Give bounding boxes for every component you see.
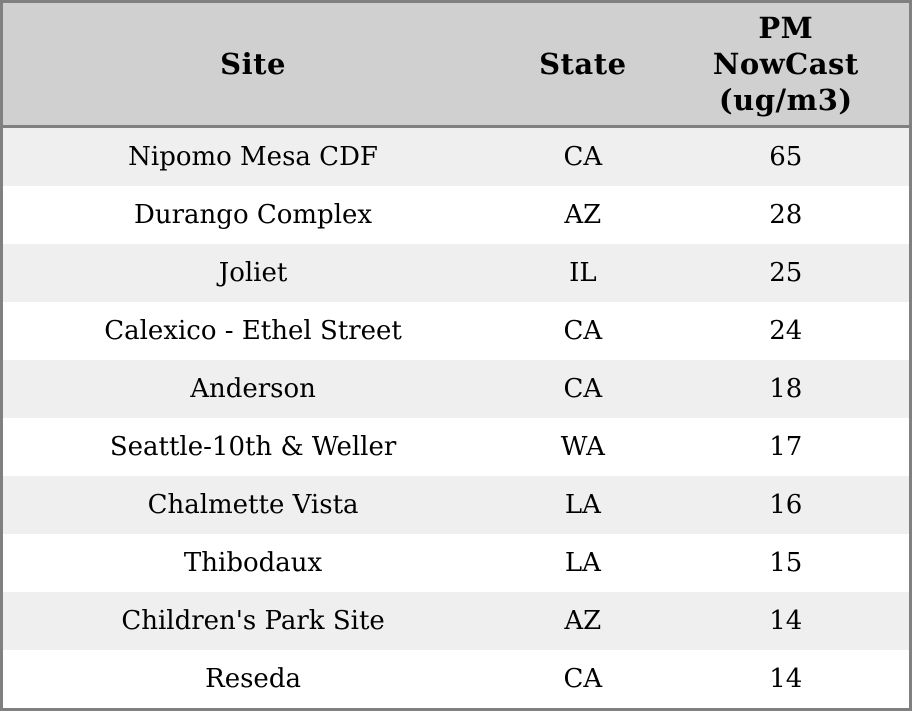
table-row (3, 244, 909, 302)
table-row (3, 186, 909, 244)
table-row (3, 476, 909, 534)
cell-state: IL (569, 257, 597, 288)
table-row (3, 418, 909, 476)
column-header-pm-line3: (ug/m3) (718, 83, 853, 117)
cell-site: Anderson (190, 373, 316, 404)
cell-pm-nowcast: 28 (769, 200, 803, 230)
column-header-state: State (503, 3, 662, 127)
cell-pm-nowcast: 24 (769, 315, 803, 346)
column-header-site: Site (3, 3, 503, 127)
table-row (3, 650, 909, 708)
cell-site: Reseda (205, 663, 301, 694)
cell-state: CA (563, 373, 603, 404)
column-header-pm-line1: PM (758, 11, 814, 45)
cell-site: Chalmette Vista (147, 489, 359, 520)
table-row (3, 302, 909, 360)
cell-pm-nowcast: 25 (769, 257, 803, 288)
column-header-pm-nowcast (663, 3, 909, 127)
cell-pm-nowcast: 14 (769, 605, 803, 636)
table-row (3, 127, 909, 187)
header-row (3, 3, 909, 127)
table-row (3, 592, 909, 650)
cell-state: AZ (564, 200, 602, 230)
cell-site: Nipomo Mesa CDF (128, 142, 378, 172)
cell-site: Joliet (218, 257, 288, 288)
cell-pm-nowcast: 15 (769, 547, 803, 578)
cell-state: LA (564, 547, 601, 578)
table-body (3, 127, 909, 709)
cell-pm-nowcast: 16 (769, 489, 803, 520)
cell-pm-nowcast: 65 (769, 142, 803, 172)
cell-site: Durango Complex (134, 200, 373, 230)
cell-state: CA (563, 663, 603, 694)
cell-site: Seattle-10th & Weller (109, 431, 397, 462)
cell-site: Calexico - Ethel Street (104, 315, 402, 346)
table-row (3, 534, 909, 592)
cell-site: Children's Park Site (121, 605, 385, 636)
cell-pm-nowcast: 18 (769, 373, 803, 404)
table-header (3, 3, 909, 127)
pm-nowcast-table (3, 3, 909, 708)
cell-state: AZ (564, 605, 602, 636)
cell-pm-nowcast: 14 (769, 663, 803, 694)
cell-state: WA (560, 431, 605, 462)
cell-state: LA (564, 489, 601, 520)
cell-state: CA (563, 142, 603, 172)
cell-pm-nowcast: 17 (769, 431, 803, 462)
cell-state: CA (563, 315, 603, 346)
cell-site: Thibodaux (183, 547, 323, 578)
column-header-pm-line2: NowCast (712, 47, 859, 81)
table-row (3, 360, 909, 418)
